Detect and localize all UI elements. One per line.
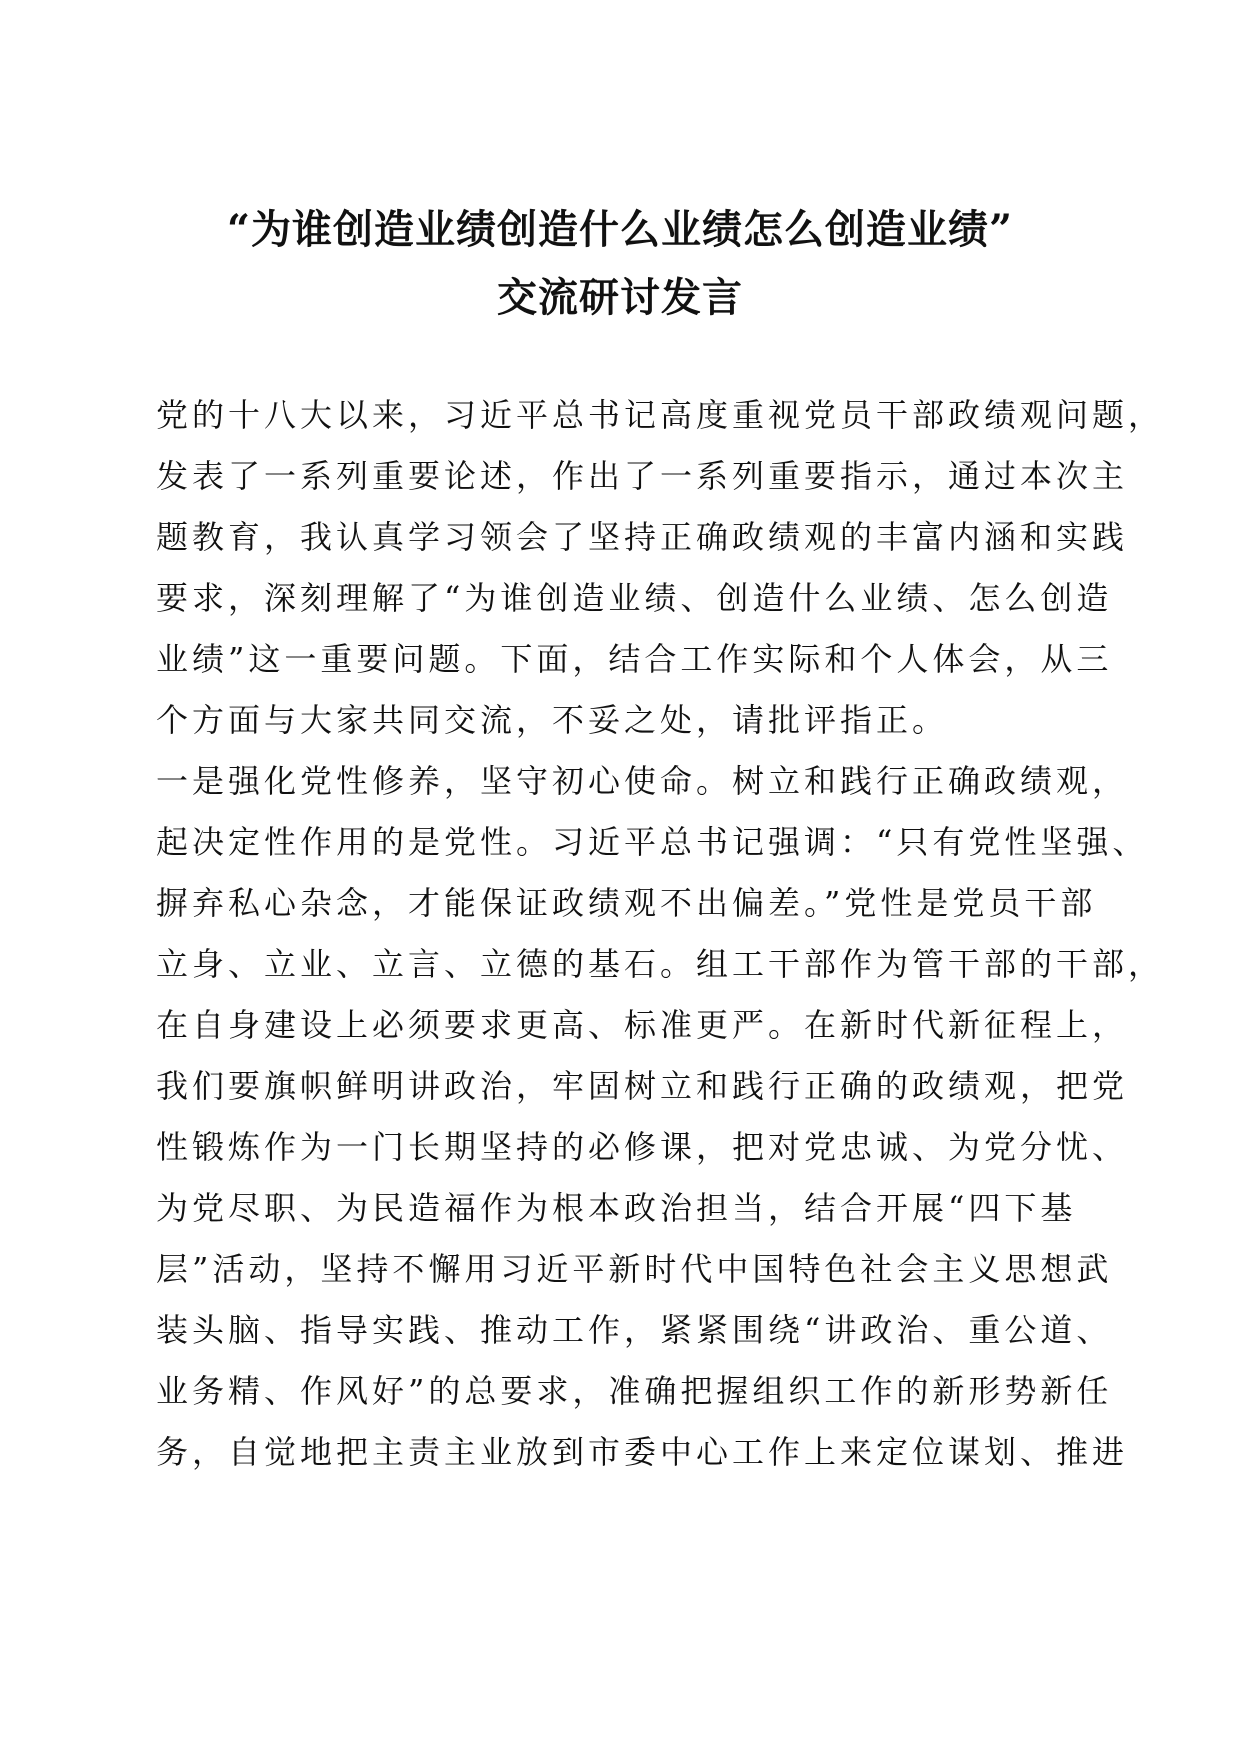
body-line: 立身、立业、立言、立德的基石。组工干部作为管干部的干部， <box>156 945 1165 983</box>
document-body <box>156 385 1165 1483</box>
body-line: 层”活动，坚持不懈用习近平新时代中国特色社会主义思想武 <box>156 1250 1113 1288</box>
body-line: 为党尽职、为民造福作为根本政治担当，结合开展“四下基 <box>156 1189 1077 1227</box>
title-line-2: 交流研讨发言 <box>497 274 743 321</box>
body-line: 性锻炼作为一门长期坚持的必修课，把对党忠诚、为党分忧、 <box>156 1128 1129 1166</box>
body-line: 发表了一系列重要论述，作出了一系列重要指示，通过本次主 <box>156 457 1129 495</box>
title-line-1: “为谁创造业绩创造什么业绩怎么创造业绩” <box>226 206 1013 253</box>
body-line: 我们要旗帜鲜明讲政治，牢固树立和践行正确的政绩观，把党 <box>156 1067 1129 1105</box>
body-line: 业绩”这一重要问题。下面，结合工作实际和个人体会，从三 <box>156 640 1113 678</box>
body-line: 装头脑、指导实践、推动工作，紧紧围绕“讲政治、重公道、 <box>156 1311 1113 1349</box>
body-line: 党的十八大以来，习近平总书记高度重视党员干部政绩观问题， <box>156 396 1165 434</box>
document-title <box>120 196 1120 332</box>
body-line: 起决定性作用的是党性。习近平总书记强调：“只有党性坚强、 <box>156 823 1149 861</box>
body-line: 在自身建设上必须要求更高、标准更严。在新时代新征程上， <box>156 1006 1129 1044</box>
body-line: 题教育，我认真学习领会了坚持正确政绩观的丰富内涵和实践 <box>156 518 1129 556</box>
body-line: 要求，深刻理解了“为谁创造业绩、创造什么业绩、怎么创造 <box>156 579 1113 617</box>
body-line: 一是强化党性修养，坚守初心使命。树立和践行正确政绩观， <box>156 762 1129 800</box>
body-line: 个方面与大家共同交流，不妥之处，请批评指正。 <box>156 701 949 739</box>
body-line: 务，自觉地把主责主业放到市委中心工作上来定位谋划、推进 <box>156 1433 1129 1471</box>
body-line: 业务精、作风好”的总要求，准确把握组织工作的新形势新任 <box>156 1372 1113 1410</box>
body-line: 摒弃私心杂念，才能保证政绩观不出偏差。”党性是党员干部 <box>156 884 1097 922</box>
